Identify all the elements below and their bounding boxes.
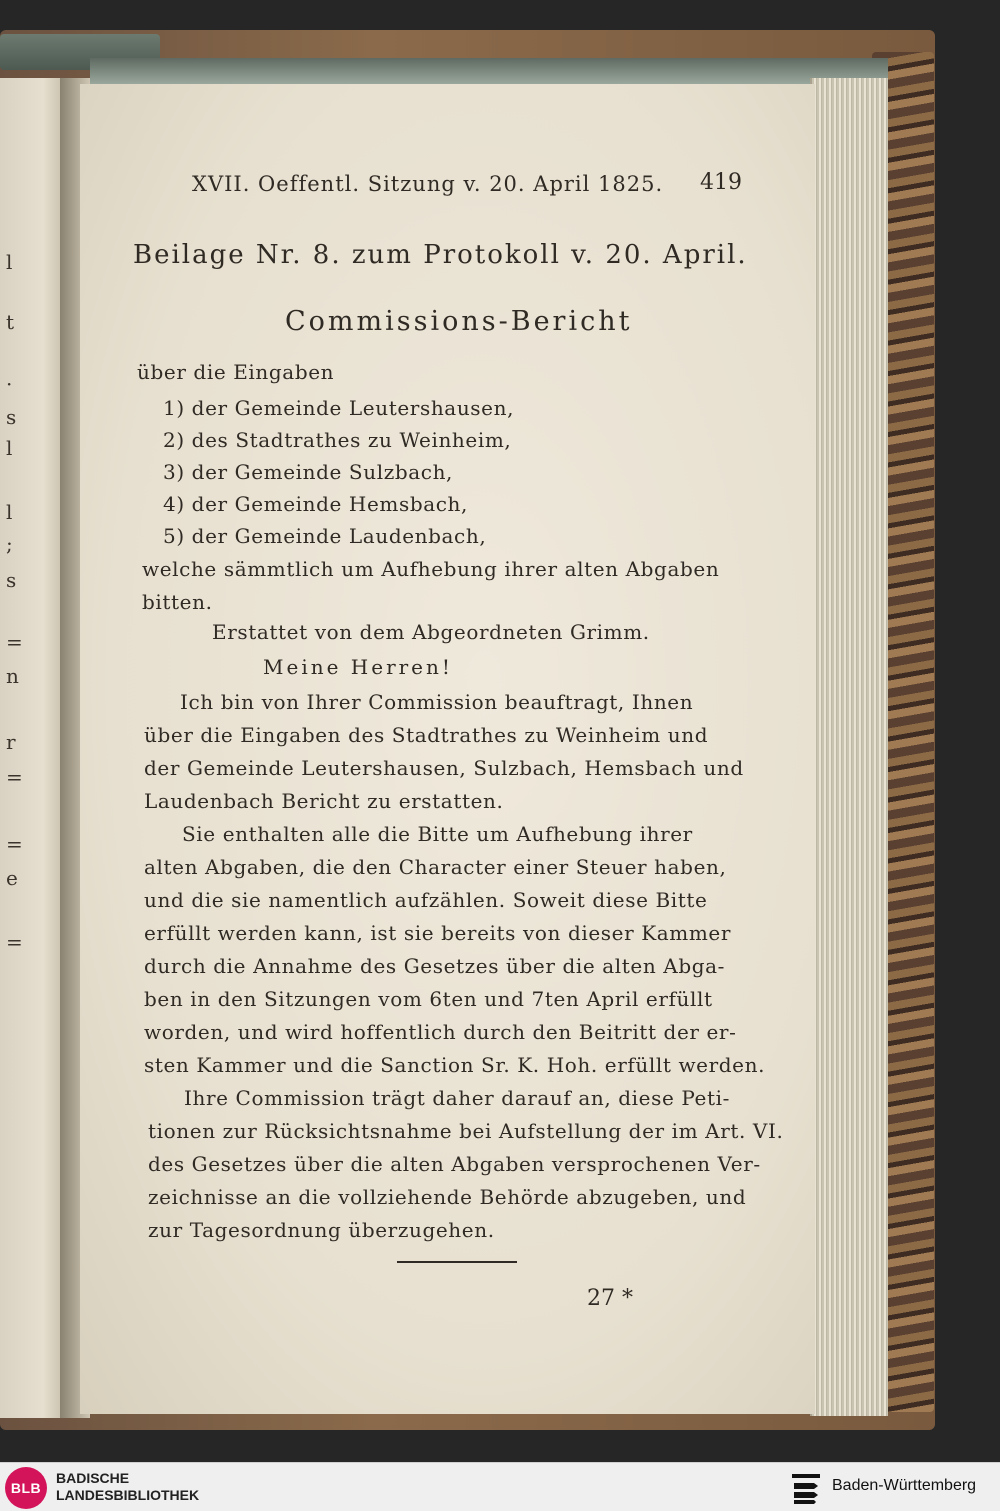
- body-line: durch die Annahme des Gesetzes über die alten Abga-: [144, 954, 726, 978]
- left-page-glyph: t: [6, 310, 15, 334]
- page-block-edges: [810, 78, 888, 1416]
- body-line: sten Kammer und die Sanction Sr. K. Hoh. erfüllt werden.: [144, 1053, 766, 1077]
- body-line: des Gesetzes über die alten Abgaben versprochenen Ver-: [148, 1152, 761, 1176]
- left-page-glyph: e: [6, 866, 18, 890]
- left-page-glyph: n: [6, 664, 19, 688]
- blb-logo[interactable]: BLB: [5, 1467, 47, 1509]
- baden-wuerttemberg-lions-icon[interactable]: [790, 1471, 822, 1505]
- body-line: über die Eingaben des Stadtrathes zu Weinheim und: [144, 723, 709, 747]
- left-page-glyph: ;: [6, 532, 13, 556]
- body-line: Sie enthalten alle die Bitte um Aufhebung ihrer: [182, 822, 693, 846]
- left-page-glyph: =: [6, 930, 23, 954]
- running-head: XVII. Oeffentl. Sitzung v. 20. April 1825.: [192, 172, 664, 196]
- list-item: 4) der Gemeinde Hemsbach,: [163, 492, 468, 516]
- section-heading: Commissions-Bericht: [285, 306, 633, 337]
- signature-mark: 27 *: [587, 1286, 633, 1311]
- left-page-glyph: r: [6, 730, 16, 754]
- body-line: zeichnisse an die vollziehende Behörde abzugeben, und: [148, 1185, 747, 1209]
- left-page-glyph: l: [6, 436, 13, 460]
- body-line: der Gemeinde Leutershausen, Sulzbach, Hemsbach und: [144, 756, 744, 780]
- list-item: 1) der Gemeinde Leutershausen,: [163, 396, 515, 420]
- left-page-glyph: =: [6, 832, 23, 856]
- library-name-line1: BADISCHE: [56, 1470, 130, 1486]
- footer-bar: [0, 1462, 1000, 1511]
- state-name: Baden-Württemberg: [832, 1477, 977, 1494]
- body-line: Ihre Commission trägt daher darauf an, diese Peti-: [184, 1086, 730, 1110]
- body-line: Laudenbach Bericht zu erstatten.: [144, 789, 504, 813]
- body-line: worden, und wird hoffentlich durch den Beitritt der er-: [144, 1020, 737, 1044]
- body-line: erfüllt werden kann, ist sie bereits von dieser Kammer: [144, 921, 731, 945]
- list-item: 2) des Stadtrathes zu Weinheim,: [163, 428, 512, 452]
- body-line: alten Abgaben, die den Character einer Steuer haben,: [144, 855, 727, 879]
- right-page: [80, 84, 815, 1414]
- body-line: und die sie namentlich aufzählen. Soweit diese Bitte: [144, 888, 708, 912]
- page-number: 419: [700, 170, 742, 195]
- text-line: bitten.: [142, 590, 213, 614]
- salutation: Meine Herren!: [263, 655, 453, 679]
- text-line: welche sämmtlich um Aufhebung ihrer alten Abgaben: [142, 557, 720, 581]
- intro-line: über die Eingaben: [137, 360, 335, 384]
- body-line: ben in den Sitzungen vom 6ten und 7ten April erfüllt: [144, 987, 713, 1011]
- body-line: tionen zur Rücksichtsnahme bei Aufstellung der im Art. VI.: [148, 1119, 784, 1143]
- left-page-glyph: =: [6, 630, 23, 654]
- end-rule: [397, 1261, 517, 1263]
- left-page-glyph: s: [6, 405, 17, 429]
- list-item: 5) der Gemeinde Laudenbach,: [163, 524, 487, 548]
- page-title: Beilage Nr. 8. zum Protokoll v. 20. April.: [133, 240, 748, 270]
- left-page-glyph: s: [6, 568, 17, 592]
- board-top-edge: [90, 58, 888, 84]
- left-page-glyph: l: [6, 500, 13, 524]
- library-name-line2: LANDESBIBLIOTHEK: [56, 1487, 200, 1503]
- library-name: [56, 1470, 199, 1504]
- left-page-glyph: l: [6, 250, 13, 274]
- body-line: zur Tagesordnung überzugehen.: [148, 1218, 495, 1242]
- left-page-glyph: =: [6, 765, 23, 789]
- reporter-line: Erstattet von dem Abgeordneten Grimm.: [212, 620, 650, 644]
- left-page-glyph: ·: [6, 372, 13, 396]
- body-line: Ich bin von Ihrer Commission beauftragt, Ihnen: [180, 690, 694, 714]
- list-item: 3) der Gemeinde Sulzbach,: [163, 460, 454, 484]
